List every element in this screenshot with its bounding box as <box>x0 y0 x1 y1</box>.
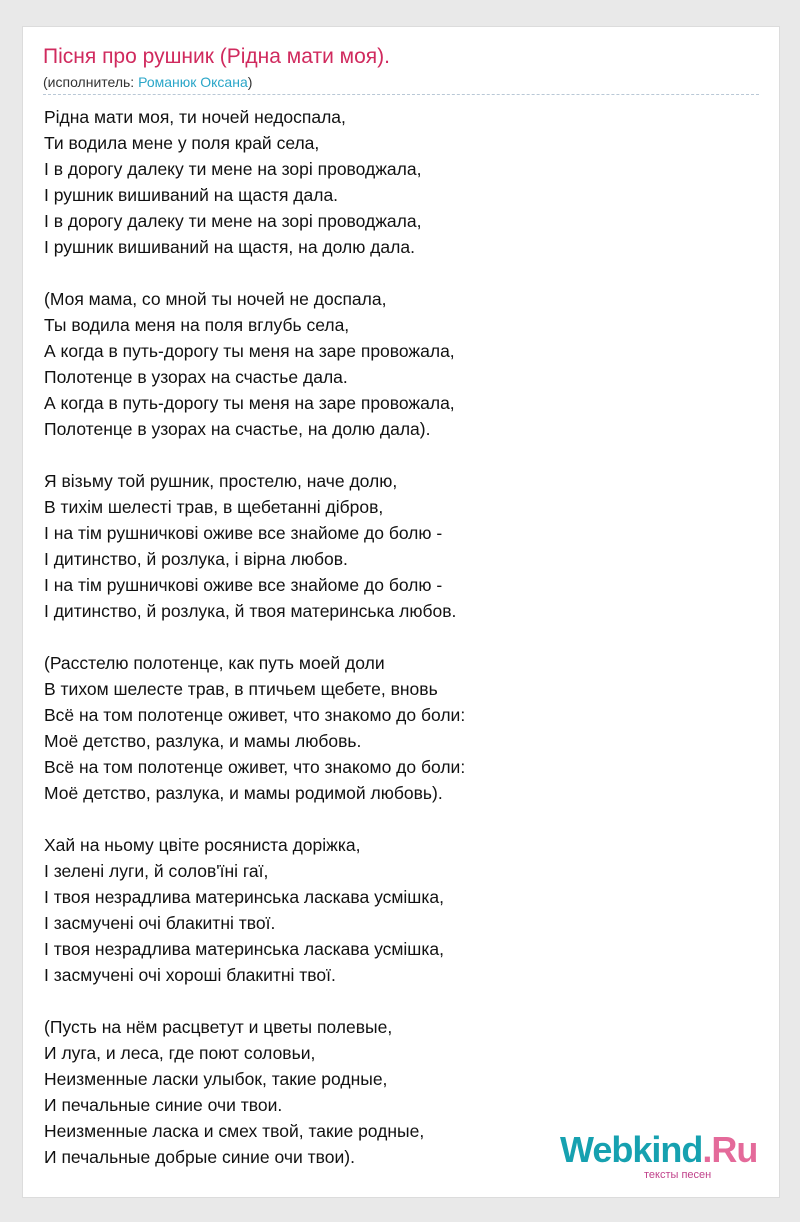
lyric-line: Всё на том полотенце оживет, что знакомо до боли: <box>44 705 466 725</box>
lyric-line: І в дорогу далеку ти мене на зорі проводжала, <box>44 159 422 179</box>
lyric-line: Полотенце в узорах на счастье, на долю дала). <box>44 419 431 439</box>
lyrics-body <box>44 104 759 1196</box>
lyric-line: Всё на том полотенце оживет, что знакомо до боли: <box>44 757 466 777</box>
lyric-line: Полотенце в узорах на счастье дала. <box>44 367 348 387</box>
stanza <box>44 832 759 988</box>
lyric-line: (Расстелю полотенце, как путь моей доли <box>44 653 385 673</box>
lyric-line: В тихом шелесте трав, в птичьем щебете, вновь <box>44 679 438 699</box>
lyric-line: (Пусть на нём расцветут и цветы полевые, <box>44 1017 393 1037</box>
logo-wordmark <box>560 1130 757 1170</box>
lyric-line: І засмучені очі блакитні твої. <box>44 913 276 933</box>
lyrics-card <box>22 26 780 1198</box>
lyric-line: А когда в путь-дорогу ты меня на заре провожала, <box>44 341 455 361</box>
lyric-line: І твоя незрадлива материнська ласкава усмішка, <box>44 939 444 959</box>
lyric-line: Хай на ньому цвіте росяниста доріжка, <box>44 835 361 855</box>
artist-link[interactable]: Романюк Оксана <box>138 74 248 90</box>
stanza <box>44 650 759 806</box>
song-title: Пісня про рушник (Рідна мати моя). <box>43 45 390 68</box>
lyric-line: І твоя незрадлива материнська ласкава усмішка, <box>44 887 444 907</box>
lyric-line: І зелені луги, й солов'їні гаї, <box>44 861 269 881</box>
stanza <box>44 104 759 260</box>
lyric-line: (Моя мама, со мной ты ночей не доспала, <box>44 289 387 309</box>
stanza <box>44 468 759 624</box>
lyric-line: Неизменные ласка и смех твой, такие родные, <box>44 1121 425 1141</box>
lyric-line: І рушник вишиваний на щастя дала. <box>44 185 339 205</box>
lyric-line: І засмучені очі хороші блакитні твої. <box>44 965 336 985</box>
webkind-logo <box>560 1129 760 1181</box>
lyric-line: И печальные синие очи твои. <box>44 1095 283 1115</box>
lyric-line: Рідна мати моя, ти ночей недоспала, <box>44 107 346 127</box>
lyric-line: І в дорогу далеку ти мене на зорі проводжала, <box>44 211 422 231</box>
artist-prefix: (исполнитель: <box>43 74 139 90</box>
lyric-line: Моё детство, разлука, и мамы любовь. <box>44 731 362 751</box>
lyric-line: И луга, и леса, где поют соловьи, <box>44 1043 316 1063</box>
title-divider <box>43 94 759 95</box>
lyric-line: І дитинство, й розлука, і вірна любов. <box>44 549 348 569</box>
lyric-line: И печальные добрые синие очи твои). <box>44 1147 355 1167</box>
lyric-line: І рушник вишиваний на щастя, на долю дала. <box>44 237 415 257</box>
lyric-line: Моё детство, разлука, и мамы родимой любовь). <box>44 783 443 803</box>
logo-tld: .Ru <box>702 1129 758 1170</box>
lyric-line: Я візьму той рушник, простелю, наче долю, <box>44 471 398 491</box>
artist-line <box>43 73 252 91</box>
lyric-line: В тихім шелесті трав, в щебетанні дібров, <box>44 497 384 517</box>
lyric-line: І на тім рушничкові оживе все знайоме до болю - <box>44 575 443 595</box>
lyric-line: І на тім рушничкові оживе все знайоме до болю - <box>44 523 443 543</box>
logo-name: Webkind <box>560 1129 703 1170</box>
lyric-line: Ты водила меня на поля вглубь села, <box>44 315 350 335</box>
lyric-line: І дитинство, й розлука, й твоя материнська любов. <box>44 601 457 621</box>
lyric-line: Неизменные ласки улыбок, такие родные, <box>44 1069 388 1089</box>
logo-tagline: тексты песен <box>644 1169 712 1181</box>
lyric-line: А когда в путь-дорогу ты меня на заре провожала, <box>44 393 455 413</box>
lyric-line: Ти водила мене у поля край села, <box>44 133 320 153</box>
artist-suffix: ) <box>247 74 253 90</box>
stanza <box>44 286 759 442</box>
